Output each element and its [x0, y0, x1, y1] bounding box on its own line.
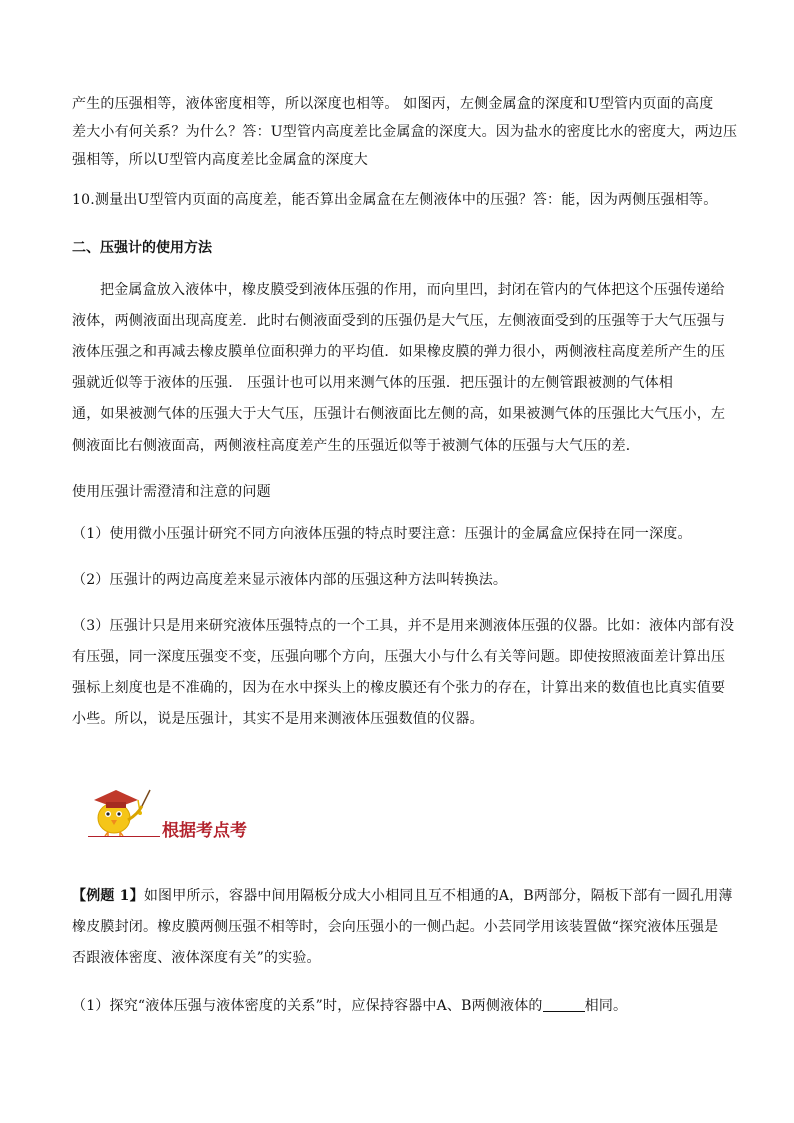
notes-heading: 使用压强计需澄清和注意的问题 — [72, 484, 271, 500]
section-banner-underline — [88, 836, 160, 837]
graduate-chick-icon — [80, 780, 160, 840]
note-3-line-1: （3）压强计只是用来研究液体压强特点的一个工具，并不是用来测液体压强的仪器。比如：液体内部有没 — [72, 618, 735, 634]
top-paragraph-line-1: 产生的压强相等，液体密度相等，所以深度也相等。 如图丙，左侧金属盒的深度和U型管内页面的高度 — [72, 96, 714, 112]
section-banner — [80, 780, 280, 842]
note-2: （2）压强计的两边高度差来显示液体内部的压强这种方法叫转换法。 — [72, 572, 508, 588]
answer-blank[interactable] — [543, 997, 585, 1012]
question-1-text-after: 相同。 — [584, 998, 628, 1014]
top-paragraph-line-2: 差大小有何关系？为什么？答：U型管内高度差比金属盒的深度大。因为盐水的密度比水的密度大，两边压 — [72, 124, 738, 140]
example-1-line-2: 橡皮膜封闭。橡皮膜两侧压强不相等时，会向压强小的一侧凸起。小芸同学用该装置做“探究液体压强是 — [72, 919, 719, 935]
example-1-line-1 — [72, 886, 733, 906]
top-paragraph-line-3: 强相等，所以U型管内高度差比金属盒的深度大 — [72, 152, 368, 168]
section-2-line-1: 把金属盒放入液体中，橡皮膜受到液体压强的作用，而向里凹，封闭在管内的气体把这个压强传递给 — [100, 282, 725, 298]
item-10: 10.测量出U型管内页面的高度差，能否算出金属盒在左侧液体中的压强？答：能，因为两侧压强相等。 — [72, 192, 718, 208]
example-1-line-3: 否跟液体密度、液体深度有关”的实验。 — [72, 950, 321, 966]
example-1-label: 【例题 1】 — [72, 888, 144, 904]
note-3-line-3: 强标上刻度也是不准确的，因为在水中探头上的橡皮膜还有个张力的存在，计算出来的数值也比真实值要 — [72, 680, 726, 696]
note-3-line-4: 小些。所以，说是压强计，其实不是用来测液体压强数值的仪器。 — [72, 711, 484, 727]
section-2-line-6: 侧液面比右侧液面高，两侧液柱高度差产生的压强近似等于被测气体的压强与大气压的差． — [72, 438, 640, 454]
note-1: （1）使用微小压强计研究不同方向液体压强的特点时要注意：压强计的金属盒应保持在同一深度。 — [72, 526, 692, 542]
section-2-heading: 二、压强计的使用方法 — [72, 240, 212, 256]
section-2-line-5: 通，如果被测气体的压强大于大气压，压强计右侧液面比左侧的高，如果被测气体的压强比大气压小，左 — [72, 406, 726, 422]
example-1-line-1-text: 如图甲所示，容器中间用隔板分成大小相同且互不相通的A，B两部分，隔板下部有一圆孔用薄 — [143, 888, 733, 904]
example-1-question-1 — [72, 996, 627, 1016]
section-2-line-2: 液体，两侧液面出现高度差．此时右侧液面受到的压强仍是大气压，左侧液面受到的压强等于大气压强与 — [72, 313, 726, 329]
section-banner-title: 根据考点考 — [162, 821, 247, 841]
section-2-line-3: 液体压强之和再减去橡皮膜单位面积弹力的平均值．如果橡皮膜的弹力很小，两侧液柱高度差所产生的压 — [72, 344, 726, 360]
note-3-line-2: 有压强，同一深度压强变不变，压强向哪个方向，压强大小与什么有关等问题。即使按照液面差计算出压 — [72, 649, 726, 665]
section-2-line-4: 强就近似等于液体的压强． 压强计也可以用来测气体的压强．把压强计的左侧管跟被测的气体相 — [72, 375, 674, 391]
question-1-text-before: （1）探究“液体压强与液体密度的关系”时，应保持容器中A、B两侧液体的 — [72, 998, 543, 1014]
